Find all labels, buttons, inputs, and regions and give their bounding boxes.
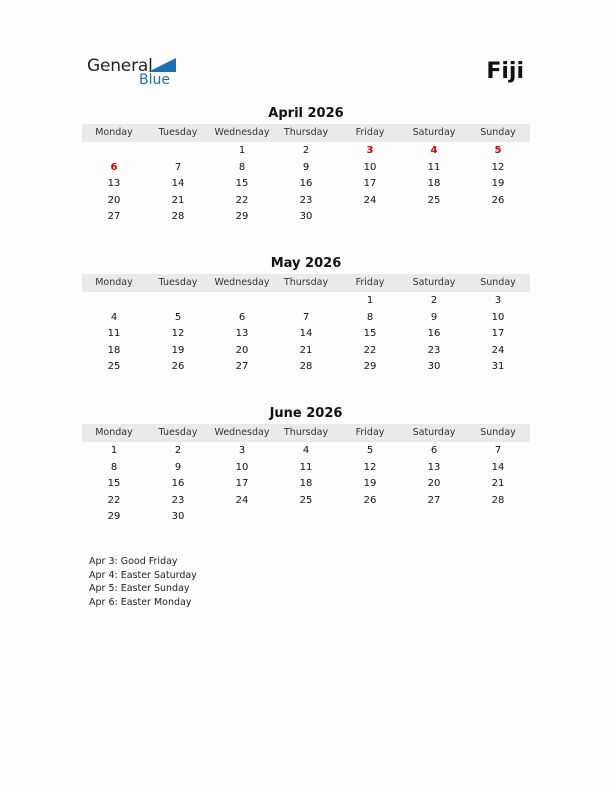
- weekday-label: Saturday: [412, 427, 456, 438]
- month-april: [82, 106, 530, 226]
- day-cell: 9: [430, 311, 438, 323]
- day-cell: 18: [299, 478, 313, 490]
- weekday-label: Friday: [355, 127, 385, 138]
- day-cell: 31: [491, 361, 505, 373]
- weekday-label: Thursday: [283, 277, 329, 288]
- day-cell: 15: [235, 178, 249, 190]
- day-cell: 14: [491, 461, 505, 473]
- day-cell: 18: [427, 178, 441, 190]
- day-cell: 1: [238, 145, 246, 156]
- day-cell: [338, 509, 402, 526]
- day-cell: 22: [107, 494, 121, 506]
- day-cell: 30: [299, 211, 313, 223]
- day-cell: 19: [171, 344, 185, 356]
- weekday-label: Sunday: [480, 427, 516, 438]
- day-cell: [146, 293, 210, 310]
- weekday-header: [82, 274, 530, 292]
- day-cell: 24: [491, 344, 505, 356]
- logo-general-text: General: [87, 56, 153, 76]
- weekday-label: Tuesday: [158, 277, 198, 288]
- day-cell: 10: [235, 461, 249, 473]
- day-cell: 3: [494, 295, 502, 306]
- day-cell: 17: [363, 178, 377, 190]
- day-cell: 7: [174, 161, 182, 173]
- day-cell: 29: [107, 511, 121, 523]
- holiday-list: [89, 555, 197, 609]
- weekday-label: Friday: [355, 427, 385, 438]
- weekday-label: Thursday: [283, 127, 329, 138]
- day-cell: 11: [107, 328, 121, 340]
- day-cell: 20: [427, 478, 441, 490]
- day-cell: 23: [299, 194, 313, 206]
- day-cell: 22: [363, 344, 377, 356]
- weekday-label: Tuesday: [158, 127, 198, 138]
- day-cell: [466, 209, 530, 226]
- day-cell: 13: [427, 461, 441, 473]
- weekday-label: Sunday: [480, 127, 516, 138]
- day-grid: [82, 293, 530, 376]
- day-cell: 8: [366, 311, 374, 323]
- day-cell: 12: [171, 328, 185, 340]
- day-cell: 13: [107, 178, 121, 190]
- day-cell: 14: [171, 178, 185, 190]
- day-cell: [338, 209, 402, 226]
- weekday-label: Wednesday: [214, 277, 270, 288]
- day-cell: 1: [366, 295, 374, 306]
- day-cell: [82, 143, 146, 160]
- day-cell: 9: [302, 161, 310, 173]
- day-cell: [402, 209, 466, 226]
- day-cell: 26: [171, 361, 185, 373]
- day-cell: 18: [107, 344, 121, 356]
- day-cell: 25: [299, 494, 313, 506]
- day-cell: 13: [235, 328, 249, 340]
- month-title: May 2026: [270, 256, 342, 271]
- weekday-label: Wednesday: [214, 127, 270, 138]
- day-cell: 14: [299, 328, 313, 340]
- weekday-header: [82, 124, 530, 142]
- day-cell: 29: [363, 361, 377, 373]
- day-cell: 12: [363, 461, 377, 473]
- day-cell: 19: [363, 478, 377, 490]
- day-cell: 17: [235, 478, 249, 490]
- holiday-item: Apr 5: Easter Sunday: [89, 583, 190, 594]
- weekday-header: [82, 424, 530, 442]
- day-cell: 11: [299, 461, 313, 473]
- day-cell: 16: [171, 478, 185, 490]
- country-title: Fiji: [486, 59, 524, 84]
- day-cell: 28: [171, 211, 185, 223]
- day-cell: 25: [107, 361, 121, 373]
- logo-triangle-icon: [148, 58, 176, 72]
- day-cell: 19: [491, 178, 505, 190]
- day-cell: 4: [302, 445, 310, 456]
- day-cell: 17: [491, 328, 505, 340]
- day-cell: [402, 509, 466, 526]
- logo-blue-text: Blue: [139, 72, 170, 88]
- day-cell: 7: [302, 311, 310, 323]
- day-cell: 2: [302, 145, 310, 156]
- day-cell: 26: [363, 494, 377, 506]
- weekday-label: Friday: [355, 277, 385, 288]
- day-cell: 8: [110, 461, 118, 473]
- day-cell: 21: [491, 478, 505, 490]
- day-cell: [210, 293, 274, 310]
- day-cell: 4: [430, 145, 438, 156]
- generalblue-logo: [87, 56, 187, 92]
- weekday-label: Monday: [95, 277, 133, 288]
- day-cell: 21: [299, 344, 313, 356]
- day-cell: 24: [235, 494, 249, 506]
- day-cell: [210, 509, 274, 526]
- day-cell: 25: [427, 194, 441, 206]
- day-cell: 9: [174, 461, 182, 473]
- weekday-label: Saturday: [412, 127, 456, 138]
- weekday-label: Monday: [95, 427, 133, 438]
- day-cell: [274, 509, 338, 526]
- day-cell: 21: [171, 194, 185, 206]
- day-cell: 20: [235, 344, 249, 356]
- day-cell: 5: [174, 311, 182, 323]
- day-cell: 12: [491, 161, 505, 173]
- day-cell: 30: [171, 511, 185, 523]
- month-may: [82, 256, 530, 376]
- day-cell: 5: [366, 445, 374, 456]
- month-title: April 2026: [268, 106, 344, 121]
- day-cell: 23: [171, 494, 185, 506]
- day-cell: 3: [238, 445, 246, 456]
- month-title: June 2026: [269, 406, 343, 421]
- day-cell: 5: [494, 145, 502, 156]
- weekday-label: Wednesday: [214, 427, 270, 438]
- day-cell: 6: [430, 445, 438, 456]
- day-cell: 11: [427, 161, 441, 173]
- day-cell: 26: [491, 194, 505, 206]
- month-june: [82, 406, 530, 526]
- holiday-item: Apr 4: Easter Saturday: [89, 569, 197, 581]
- day-cell: 30: [427, 361, 441, 373]
- weekday-label: Sunday: [480, 277, 516, 288]
- weekday-label: Thursday: [283, 427, 329, 438]
- day-cell: 20: [107, 194, 121, 206]
- holiday-item: Apr 3: Good Friday: [89, 556, 178, 567]
- day-cell: [146, 143, 210, 160]
- day-cell: 28: [491, 494, 505, 506]
- weekday-label: Saturday: [412, 277, 456, 288]
- day-cell: 2: [174, 445, 182, 456]
- day-cell: [274, 293, 338, 310]
- weekday-label: Monday: [95, 127, 133, 138]
- day-cell: 3: [366, 145, 374, 156]
- day-cell: 8: [238, 161, 246, 173]
- day-cell: 22: [235, 194, 249, 206]
- day-cell: 4: [110, 311, 118, 323]
- day-cell: 10: [363, 161, 377, 173]
- weekday-label: Tuesday: [158, 427, 198, 438]
- day-cell: 29: [235, 211, 249, 223]
- day-cell: 28: [299, 361, 313, 373]
- day-cell: 2: [430, 295, 438, 306]
- day-cell: 27: [427, 494, 441, 506]
- day-grid: [82, 443, 530, 526]
- day-cell: 6: [238, 311, 246, 323]
- day-cell: [82, 293, 146, 310]
- day-cell: 16: [299, 178, 313, 190]
- day-cell: 16: [427, 328, 441, 340]
- day-cell: 7: [494, 445, 502, 456]
- day-cell: 27: [235, 361, 249, 373]
- day-cell: 23: [427, 344, 441, 356]
- day-cell: 15: [363, 328, 377, 340]
- day-cell: [466, 509, 530, 526]
- day-cell: 10: [491, 311, 505, 323]
- day-cell: 6: [110, 161, 118, 173]
- day-cell: 24: [363, 194, 377, 206]
- day-grid: [82, 143, 530, 226]
- day-cell: 1: [110, 445, 118, 456]
- day-cell: 27: [107, 211, 121, 223]
- holiday-item: Apr 6: Easter Monday: [89, 596, 192, 608]
- day-cell: 15: [107, 478, 121, 490]
